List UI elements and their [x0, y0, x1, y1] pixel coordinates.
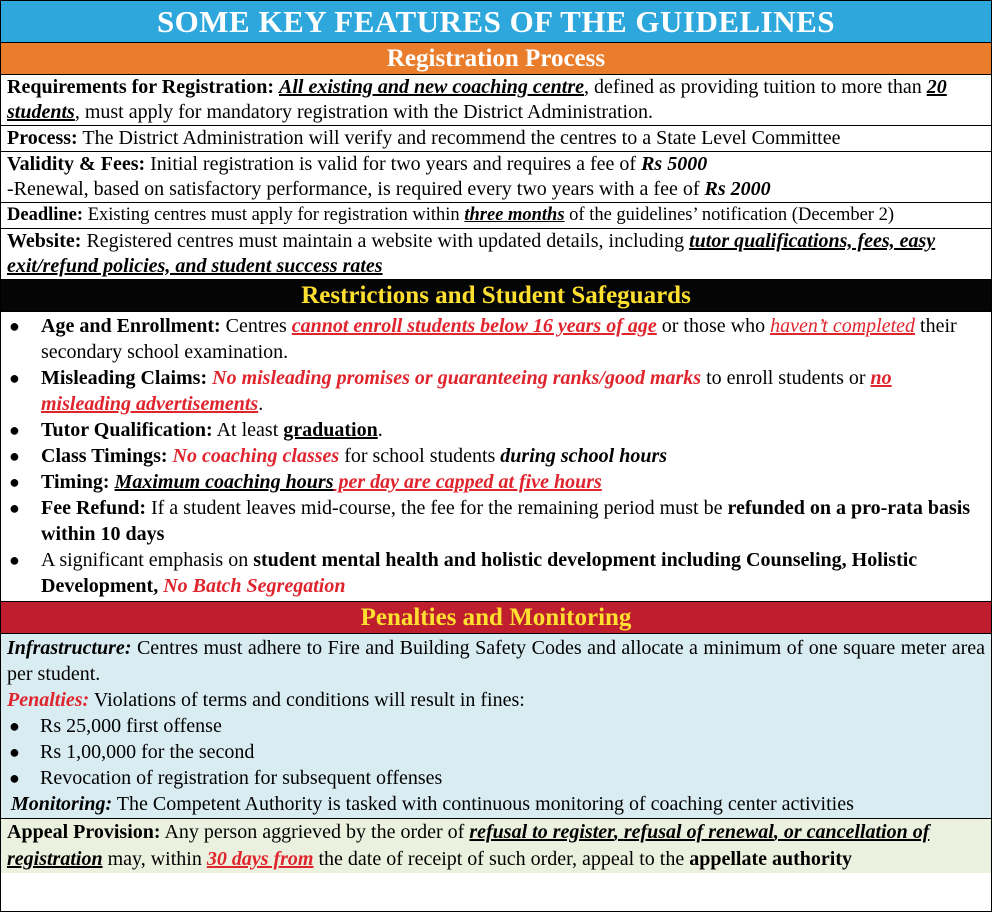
list-item: [7, 713, 985, 739]
bullet-icon: ●: [9, 420, 20, 440]
bullet-icon: ●: [9, 716, 20, 736]
bullet-icon: ●: [9, 316, 20, 336]
penalties-text: Violations of terms and conditions will result in fines:: [89, 689, 525, 711]
page-title: SOME KEY FEATURES OF THE GUIDELINES: [1, 1, 991, 43]
refund-text: If a student leaves mid-course, the fee for the remaining period must be: [145, 497, 728, 519]
age-label: Age and Enrollment:: [41, 315, 221, 337]
emphasis-areas: student mental health and holistic development including Counseling, Holistic Development,: [41, 549, 918, 597]
requirements-scope: All existing and new coaching centre: [279, 76, 585, 98]
misleading-period: .: [258, 393, 264, 415]
list-item: [1, 365, 985, 417]
class-timings-text: for school students: [339, 445, 501, 467]
age-text-end: their secondary school examination.: [41, 315, 957, 363]
appeal-refusal-renewal: refusal of renewal: [623, 821, 774, 843]
deadline-text-end: of the guidelines’ notification (December 2): [564, 205, 894, 225]
requirements-threshold: 20 students: [7, 76, 947, 123]
deadline-period: three months: [464, 205, 565, 225]
list-item: [7, 765, 985, 791]
bullet-icon: ●: [9, 498, 20, 518]
misleading-text: to enroll students or: [701, 367, 871, 389]
age-exam-condition: haven’t completed: [770, 315, 916, 337]
emphasis-batch: No Batch Segregation: [163, 575, 346, 597]
list-item: [1, 547, 985, 599]
list-item: [7, 739, 985, 765]
list-item: [1, 495, 985, 547]
tutor-qualification: graduation: [283, 419, 378, 441]
age-restriction: cannot enroll students below 16 years of age: [291, 315, 657, 337]
appeal-section: [1, 819, 991, 873]
process-text: The District Administration will verify and recommend the centres to a State Level Committee: [77, 127, 841, 149]
fine-second: Rs 1,00,000 for the second: [40, 741, 255, 763]
infrastructure-paragraph: [7, 635, 985, 687]
class-timings-restriction: No coaching classes: [172, 445, 340, 467]
website-required-details: tutor qualifications, fees, easy exit/refund policies, and student success rates: [7, 230, 936, 277]
appeal-label: Appeal Provision:: [7, 821, 161, 843]
refund-terms: refunded on a pro-rata basis within 10 days: [41, 497, 971, 545]
tutor-label: Tutor Qualification:: [41, 419, 213, 441]
timing-max-hours: Maximum coaching hours: [114, 471, 334, 493]
validity-text: Initial registration is valid for two years and requires a fee of: [145, 153, 642, 175]
emphasis-text: A significant emphasis on: [41, 549, 254, 571]
website-row: [1, 229, 991, 280]
tutor-period: .: [377, 419, 383, 441]
fines-list: [7, 713, 985, 791]
misleading-promises: No misleading promises or guaranteeing ranks/good marks: [212, 367, 702, 389]
registration-heading: Registration Process: [1, 43, 991, 75]
bullet-icon: ●: [9, 768, 20, 788]
penalties-heading: Penalties and Monitoring: [1, 602, 991, 634]
penalties-paragraph: [7, 687, 985, 713]
bullet-icon: ●: [9, 446, 20, 466]
website-label: Website:: [7, 230, 82, 252]
restrictions-heading: Restrictions and Student Safeguards: [1, 280, 991, 312]
requirements-row: [1, 75, 991, 126]
misleading-label: Misleading Claims:: [41, 367, 208, 389]
deadline-row: [1, 203, 991, 229]
bullet-icon: ●: [9, 742, 20, 762]
validity-label: Validity & Fees:: [7, 153, 146, 175]
renewal-text: -Renewal, based on satisfactory performance, is required every two years with a fee of: [7, 178, 705, 200]
appeal-window: 30 days from: [206, 848, 314, 870]
process-label: Process:: [7, 127, 78, 149]
monitoring-paragraph: [7, 791, 985, 817]
infrastructure-text: Centres must adhere to Fire and Building Safety Codes and allocate a minimum of one square meter area per student.: [7, 637, 985, 685]
class-timings-hours: during school hours: [500, 445, 668, 467]
validity-row: [1, 152, 991, 203]
timing-cap: per day are capped at five hours: [333, 471, 602, 493]
list-item: [1, 443, 985, 469]
monitoring-label: Monitoring:: [11, 793, 113, 815]
appeal-or: , or: [773, 821, 807, 843]
appeal-text-2: may, within: [102, 848, 207, 870]
monitoring-text: The Competent Authority is tasked with continuous monitoring of coaching center activities: [112, 793, 854, 815]
appeal-cancellation: cancellation of registration: [7, 821, 930, 870]
fine-first: Rs 25,000 first offense: [40, 715, 222, 737]
bullet-icon: ●: [9, 368, 20, 388]
penalties-section: [1, 634, 991, 819]
appeal-text-3: the date of receipt of such order, appeal to the: [313, 848, 690, 870]
list-item: [1, 469, 985, 495]
age-text-2: or those who: [656, 315, 771, 337]
appellate-authority: appellate authority: [689, 848, 852, 870]
class-timings-label: Class Timings:: [41, 445, 168, 467]
tutor-text: At least: [212, 419, 284, 441]
requirements-text-end: , must apply for mandatory registration with the District Administration.: [74, 101, 654, 123]
requirements-label: Requirements for Registration:: [7, 76, 274, 98]
infrastructure-label: Infrastructure:: [7, 637, 132, 659]
fine-subsequent: Revocation of registration for subsequent offenses: [40, 767, 443, 789]
requirements-text: , defined as providing tuition to more than: [584, 76, 927, 98]
list-item: [1, 313, 985, 365]
website-text: Registered centres must maintain a website with updated details, including: [81, 230, 690, 252]
initial-fee: Rs 5000: [641, 153, 708, 175]
refund-label: Fee Refund:: [41, 497, 146, 519]
safeguards-list-container: [1, 312, 991, 602]
bullet-icon: ●: [9, 550, 20, 570]
appeal-refusal-register: refusal to register: [469, 821, 614, 843]
timing-label: Timing:: [41, 471, 110, 493]
appeal-text: Any person aggrieved by the order of: [160, 821, 470, 843]
list-item: [1, 417, 985, 443]
bullet-icon: ●: [9, 472, 20, 492]
penalties-label: Penalties:: [7, 689, 90, 711]
age-text: Centres: [220, 315, 292, 337]
misleading-ads: no misleading advertisements: [41, 367, 892, 415]
appeal-comma: ,: [613, 821, 624, 843]
process-row: [1, 126, 991, 152]
renewal-fee: Rs 2000: [704, 178, 771, 200]
deadline-label: Deadline:: [7, 205, 84, 225]
deadline-text: Existing centres must apply for registration within: [83, 205, 465, 225]
safeguards-list: [1, 313, 985, 599]
